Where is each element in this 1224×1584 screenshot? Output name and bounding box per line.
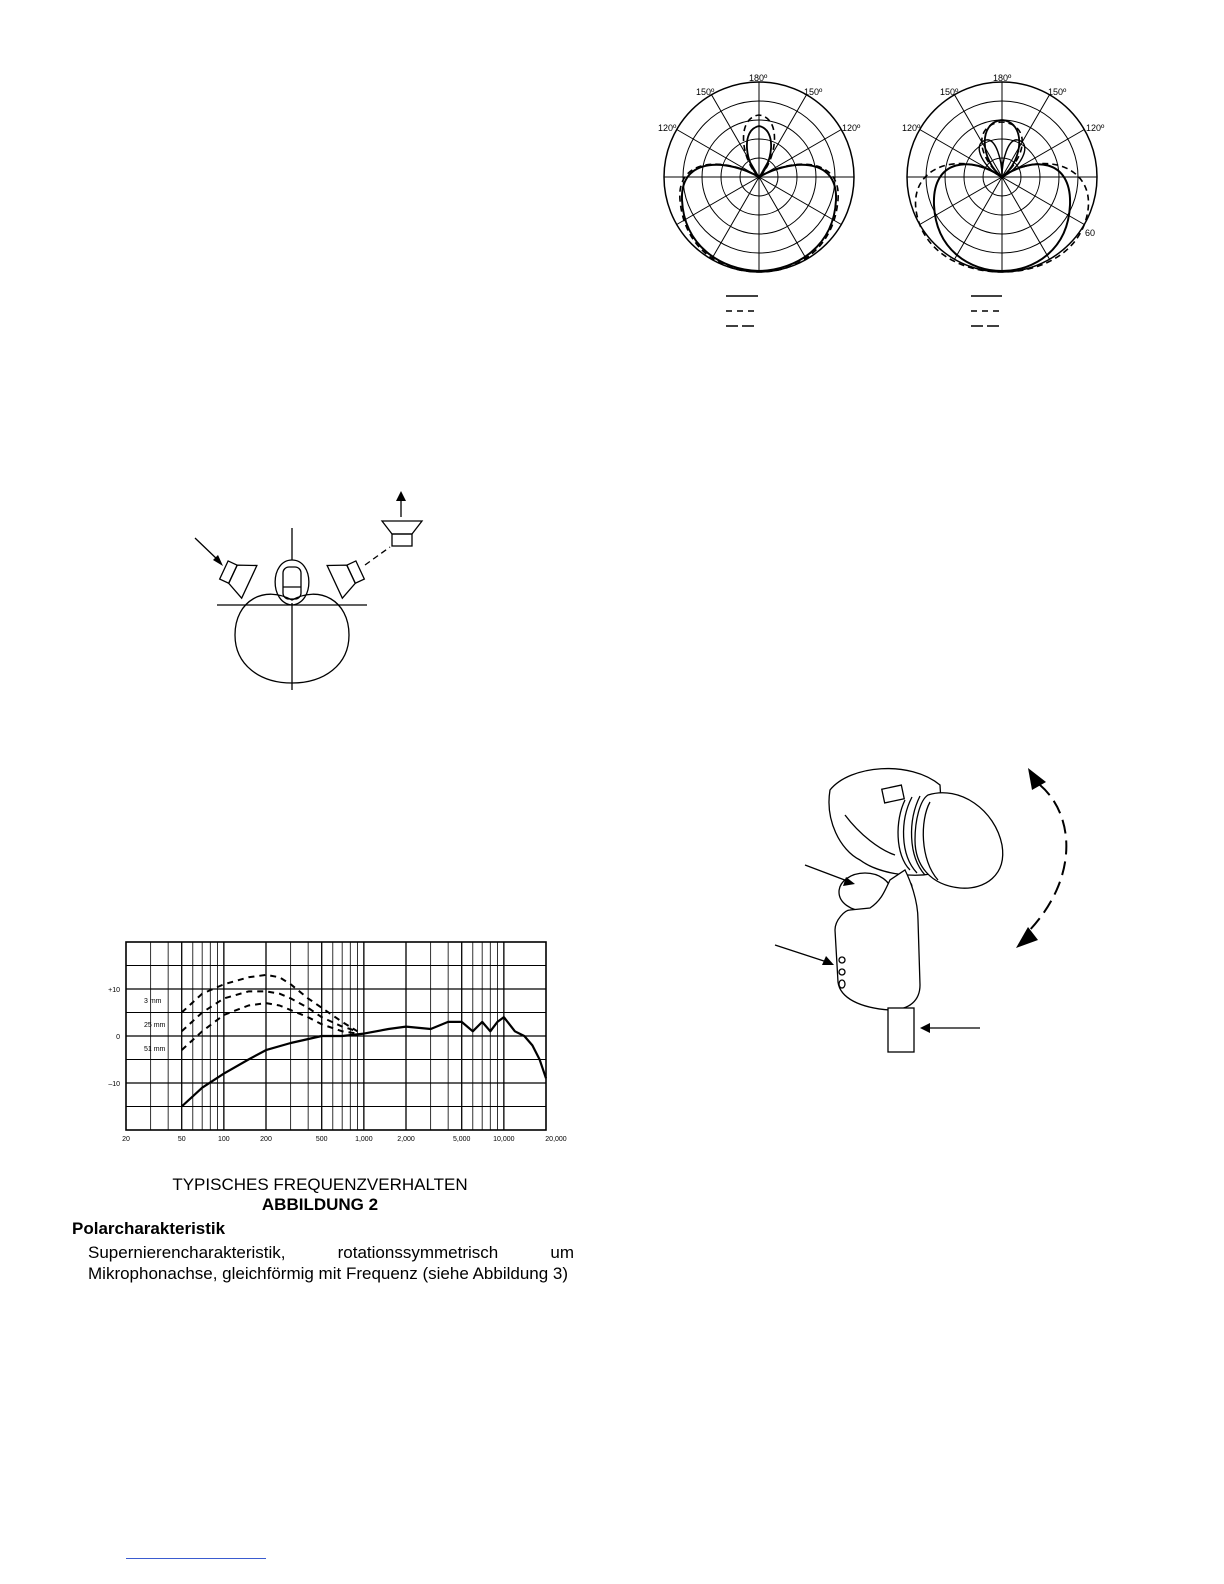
polar-right-label-60: 60 — [1085, 228, 1096, 238]
curve-label: 3 mm — [144, 998, 162, 1005]
polar-right-label-120-left: 120º — [902, 123, 921, 133]
speaker-placement-diagram — [185, 485, 435, 700]
arrow-switch — [775, 945, 830, 963]
y-tick-label: 0 — [116, 1034, 120, 1041]
curve-label: 25 mm — [144, 1022, 166, 1029]
x-tick-label: 10,000 — [493, 1136, 515, 1143]
frequency-response-chart — [100, 935, 580, 1150]
polar-patterns-figure — [640, 60, 1140, 350]
footer-rule — [126, 1558, 266, 1559]
polar-section-body: Supernierencharakteristik, rotationssymmetrisch um Mikrophonachse, gleichförmig mit Frequenz (siehe Abbildung 3) — [88, 1243, 574, 1283]
x-tick-label: 500 — [315, 1136, 328, 1143]
x-tick-label: 5,000 — [452, 1136, 471, 1143]
x-tick-label: 20 — [122, 1136, 130, 1143]
x-tick-label: 2,000 — [397, 1136, 415, 1143]
x-tick-label: 20,000 — [545, 1136, 567, 1143]
polar-right-label-180: 180º — [993, 73, 1012, 83]
polar-plot-right — [907, 82, 1097, 326]
x-tick-label: 200 — [260, 1136, 272, 1143]
series-line-25-mm — [182, 991, 358, 1031]
series-line-51-mm — [182, 1003, 358, 1050]
polar-left-label-150-right: 150º — [804, 87, 823, 97]
polar-right-label-120-right: 120º — [1086, 123, 1105, 133]
figure-2-title: TYPISCHES FREQUENZVERHALTEN — [172, 1175, 468, 1194]
figure-2-number: ABBILDUNG 2 — [261, 1195, 379, 1214]
left-speaker — [216, 554, 257, 598]
curve-label: 51 mm — [144, 1046, 166, 1053]
stand-pole — [888, 1008, 914, 1052]
x-tick-label: 1,000 — [355, 1136, 373, 1143]
polar-right-label-150-right: 150º — [1048, 87, 1067, 97]
arrow-knob — [805, 865, 850, 882]
polar-left-label-150-left: 150º — [696, 87, 715, 97]
polar-left-label-120-right: 120º — [842, 123, 861, 133]
polar-plot-left — [664, 82, 854, 326]
right-speaker — [327, 554, 368, 598]
polar-left-label-120-left: 120º — [658, 123, 677, 133]
chart-labels — [108, 987, 567, 1143]
figure-2-caption — [70, 1175, 570, 1215]
y-tick-label: –10 — [108, 1081, 120, 1088]
polar-right-label-150-left: 150º — [940, 87, 959, 97]
rotation-arc — [1025, 785, 1066, 935]
x-tick-label: 100 — [218, 1136, 230, 1143]
polar-section-heading: Polarcharakteristik — [72, 1219, 226, 1238]
y-tick-label: +10 — [108, 987, 120, 994]
x-tick-label: 50 — [177, 1136, 186, 1143]
microphone-illustration — [770, 760, 1090, 1060]
monitor-speaker — [382, 521, 422, 546]
polar-left-label-180: 180º — [749, 73, 768, 83]
arrow-left — [195, 538, 219, 561]
